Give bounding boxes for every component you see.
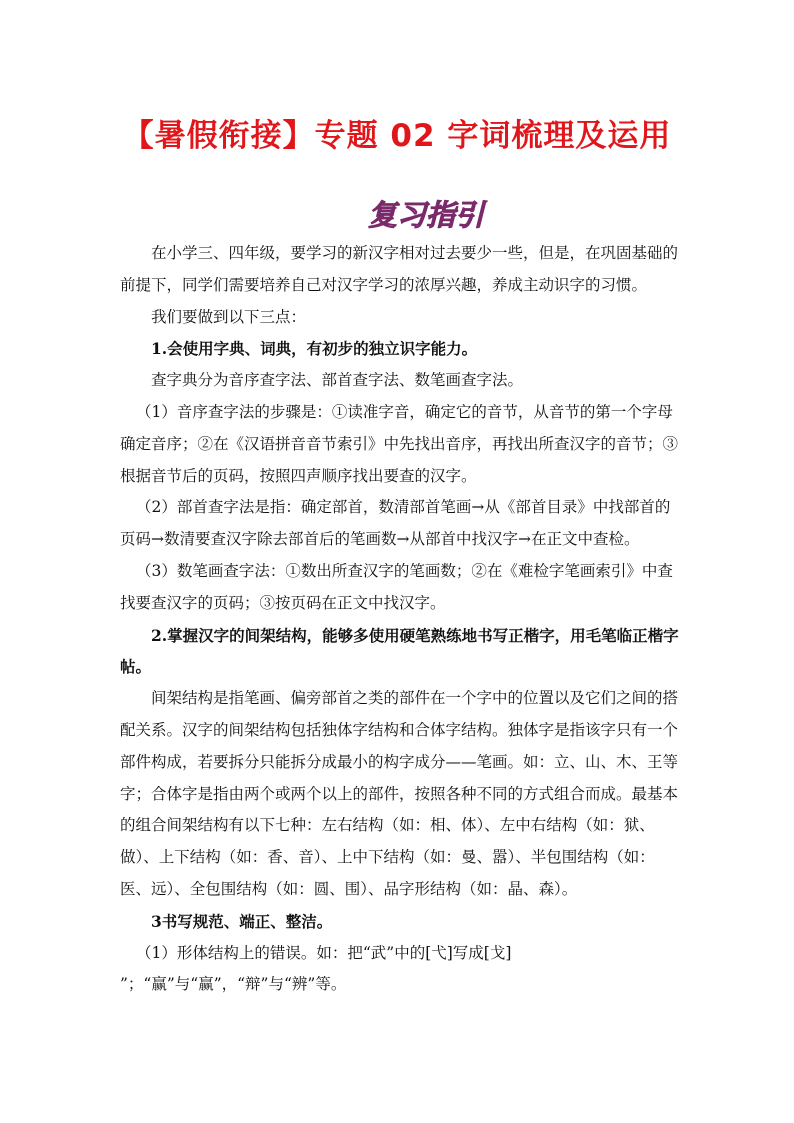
review-guide-banner [351, 194, 501, 236]
paragraph: 2.掌握汉字的间架结构，能够多使用硬笔熟练地书写正楷字，用毛笔临正楷字帖。 [120, 625, 679, 677]
paragraph: （1）形体结构上的错误。如：把“武”中的[弋]写成[戈] ”；“赢”与“赢”，“辩”与“辨”等。 [120, 943, 512, 994]
paragraph: 间架结构是指笔画、偏旁部首之类的部件在一个字中的位置以及它们之间的搭配关系。汉字的间架结构包括独体字结构和合体字结构。独体字是指该字只有一个部件构成，若要拆分只能拆分成最小的构字成分——笔画。如：立、山、木、王等字；合体字是指由两个或两个以上的部件，按照各种不同的方式组合而成。最基本的组合间架结构有以下七种：左右结构（如：相、体）、左中右结构（如：狱、做）、上下结构（如：香、音）、上中下结构（如：曼、嚣）、半包围结构（如：医、远）、全包围结构（如：圆、围）、品字形结构（如：晶、森）。 [120, 689, 679, 898]
paragraph: （3）数笔画查字法：①数出所查汉字的笔画数；②在《难检字笔画索引》中查找要查汉字的页码；③按页码在正文中找汉字。 [120, 561, 673, 612]
paragraph: 1.会使用字典、词典，有初步的独立识字能力。 [151, 339, 478, 359]
paragraph: 我们要做到以下三点： [151, 307, 307, 326]
page-title: 【暑假衔接】专题 02 字词梳理及运用 [122, 118, 672, 154]
paragraph: 3书写规范、端正、整洁。 [151, 911, 333, 931]
paragraph: （2）部首查字法是指：确定部首，数清部首笔画→从《部首目录》中找部首的页码→数清要查汉字除去部首后的笔画数→从部首中找汉字→在正文中查检。 [120, 498, 671, 549]
banner-text: 复习指引 [367, 198, 485, 232]
paragraph: 查字典分为音序查字法、部首查字法、数笔画查字法。 [151, 371, 524, 390]
body-text [120, 238, 680, 1001]
paragraph: （1）音序查字法的步骤是：①读准字音，确定它的音节，从音节的第一个字母确定音序；②在《汉语拼音音节索引》中先找出音序，再找出所查汉字的音节；③根据音节后的页码，按照四声顺序找出要查的汉字。 [120, 402, 679, 485]
paragraph: 在小学三、四年级，要学习的新汉字相对过去要少一些，但是，在巩固基础的前提下，同学们需要培养自己对汉字学习的浓厚兴趣，养成主动识字的习惯。 [120, 244, 679, 294]
